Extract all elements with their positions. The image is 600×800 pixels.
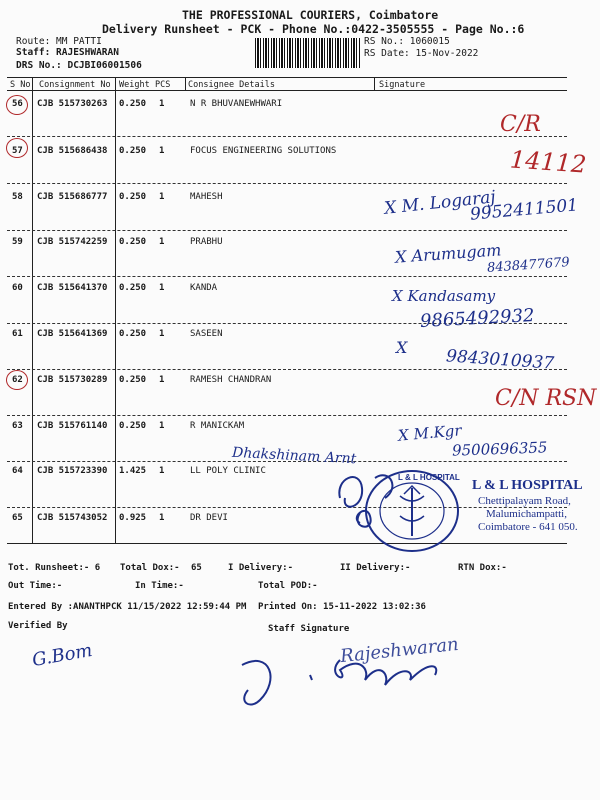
col-header-consignee: Consignee Details [188,80,275,90]
col-header-signature: Signature [379,80,426,90]
red-circle-mark [6,138,28,158]
handwritten-phone: 9500696355 [451,438,548,460]
col-header-consignment: Consignment No [39,80,111,90]
staff-signature-text: Rajeshwaran [339,633,460,668]
handwritten-signature: X Kandasamy [392,287,496,305]
entered-by: Entered By :ANANTHPCK 11/15/2022 12:59:44 PM [8,602,247,612]
handwritten-mark: X [396,338,408,357]
route: Route: MM PATTI [16,36,102,47]
stamp-address-line3: Coimbatore - 641 050. [478,521,578,533]
out-time: Out Time:- [8,581,63,591]
seal-ring-text: L & L HOSPITAL [398,473,460,482]
rs-date: RS Date: 15-Nov-2022 [364,48,479,59]
verified-by-label: Verified By [8,621,68,631]
scribble-signature-icon [330,458,410,538]
runsheet-table: S No Consignment No Weight PCS Consignee Details Signature 56 CJB 515730263 0.250 1 N R BHUVANEWHWARI 57 CJB 515686438 0.250 1 FOCUS ENGINEERING SOLUTIONS 58 CJB 515686777 0.250 1 MAHESH 59 CJB 515742259 0.250 1 PRABHU 60 CJB 515641370 0.250 1 KANDA 61 CJB 515641369 0.250 1 SASEEN 62 CJB 515730289 0.250 1 RAMESH CHANDRAN 63 CJB 515761140 0.250 1 R MANICKAM 64 CJB 515723390 1.425 1 LL POLY CLINIC 65 CJB 515743052 0.925 1 DR DEVI [7,77,567,543]
drs-number: DRS No.: DCJBI06001506 [16,60,142,71]
verified-by-signature: G.Bom [30,639,94,672]
handwritten-phone: 8438477679 [486,255,571,276]
total-dox-value: 65 [191,563,202,573]
handwritten-note: C/N RSN [495,386,597,411]
col-header-pcs: PCS [155,80,171,90]
handwritten-phone: 9865492932 [419,305,536,332]
handwritten-phone: 9843010937 [445,346,555,374]
col-header-weight: Weight [119,80,150,90]
red-circle-mark [6,370,28,390]
handwritten-signature: Dhakshinam Arnt [231,444,357,468]
company-title: THE PROFESSIONAL COURIERS, Coimbatore [182,8,439,22]
in-time: In Time:- [135,581,184,591]
handwritten-signature: X Arumugam [394,240,502,267]
total-dox-label: Total Dox:- [120,563,180,573]
rtn-dox: RTN Dox:- [458,563,507,573]
stamp-address-line1: Chettipalayam Road, [478,495,571,507]
col-header-sno: S No [10,80,31,90]
i-delivery: I Delivery:- [228,563,294,573]
stamp-address-line2: Malumichampatti, [486,508,567,520]
red-circle-mark [6,95,28,115]
handwritten-signature: X M. Logaraj [383,187,497,219]
rs-number: RS No.: 1060015 [364,36,450,47]
stamp-hospital-name: L & L HOSPITAL [472,478,583,493]
tot-runsheet: Tot. Runsheet:- 6 [8,563,101,573]
handwritten-note: 14112 [509,145,588,179]
staff: Staff: RAJESHWARAN [16,47,119,58]
staff-signature-label: Staff Signature [268,624,350,634]
barcode-image [255,38,360,68]
handwritten-note: C/R [500,112,541,137]
total-pod: Total POD:- [258,581,318,591]
runsheet-title: Delivery Runsheet - PCK - Phone No.:0422-3505555 - Page No.:6 [102,22,525,36]
printed-on: Printed On: 15-11-2022 13:02:36 [258,602,426,612]
ii-delivery: II Delivery:- [340,563,411,573]
handwritten-phone: 9952411501 [469,195,579,225]
handwritten-signature: X M.Kgr [397,421,463,445]
